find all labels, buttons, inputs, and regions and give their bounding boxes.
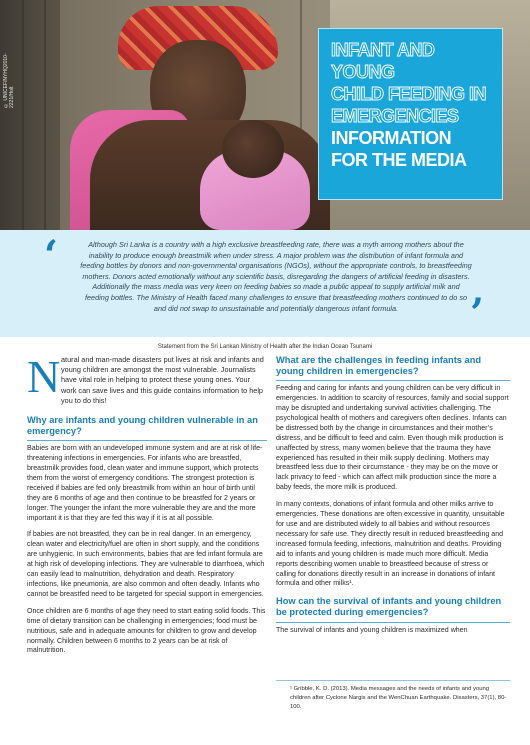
right-column [276,355,510,642]
close-quote-icon: ’ [470,290,484,337]
title-line: INFORMATION [331,128,452,148]
body-paragraph: In many contexts, donations of infant formula and other milks arrive to emergencies. These donations are often excessive in quantity, unsuitable for use and are distributed widely to all babies and without resources necessary for safe use. They directly result in reduced breastfeeding and increased formula feeding, infections, malnutrition and deaths. Providing aid to infants and young children is made much more difficult. Media reports describing women unable to breastfeed because of stress or calling for donations directly result in an increase in donations of infant formula and other milks¹. [276,501,505,588]
body-paragraph: The survival of infants and young children is maximized when [276,626,468,634]
title-line: EMERGENCIES [331,106,459,126]
heading-rule [276,622,510,623]
title-line: FOR THE MEDIA [331,150,467,170]
intro-text: atural and man-made disasters put lives at risk and infants and young children are amongst the most vulnerable. Journalists have vital role in helping to protect these young ones. Your work can save lives and this guide contains information to help you to do this! [61,355,264,405]
open-quote-icon: ‘ [44,232,58,279]
body-paragraph: Feeding and caring for infants and young children can be very difficult in emergencies. In addition to scarcity of resources, family and social support may be disrupted and undertaking survival activities challenging. The psychological health of mothers and caregivers often declines. Infants can be distressed both by the change in circumstances and their mother’s distress, and be difficult to feed and calm. Even though milk production is unaffected by stress, many women believe that the trauma they have experienced has resulted in their milk supply declining. Mothers may breastfeed less due to their circumstance - they may be on the move or lack privacy to feed - which can affect milk production since the more a baby feeds, the more milk is produced. [276,385,509,492]
body-paragraph: If babies are not breastfed, they can be in real danger. In an emergency, clean water and electricity/fuel are often in short supply, and the conditions are unhygienic. In such environments, babies that are fed infant formula are at high risk of developing infections. They are vulnerable to diarrhoea, which can easily lead to malnutrition, dehydration and death. Respiratory infections, like pneumonia, are also common and often deadly. Infants who cannot be breastfed need to be targeted for special support in emergencies. [27,531,265,598]
section-heading: Why are infants and young children vulnerable in an emergency? [27,415,258,436]
photo-door [0,0,60,230]
footnote: ¹ Gribble, K. D. (2013). Media messages and the needs of infants and young children after Cyclone Nargis and the WenChuan Earthquake. Disasters, 37(1), 80-100. [290,686,507,711]
title-line: CHILD FEEDING IN [331,84,487,104]
photo-plank [22,0,24,230]
heading-rule [276,380,510,381]
footnote-box [276,680,510,713]
section-heading: How can the survival of infants and young children be protected during emergencies? [276,596,502,617]
heading-rule [27,440,267,441]
body-paragraph: Babies are born with an undeveloped immune system and are at risk of life-threatening infections in emergencies. For infants who are breastfed, breastmilk provides food, clean water and immune support, which protects them from the worst of emergency conditions. The strongest protection is received if babies are fed only breastmilk from within an hour of birth until they are 6 months of age and then continue to be breastfed for 2 years or longer. The younger the infant the more vulnerable they are and the more important it is that they are fed this way if it is at all possible. [27,445,263,522]
photo-baby-head [222,120,284,178]
drop-cap: N [27,351,61,402]
intro-paragraph [27,351,267,407]
body-paragraph: Once children are 6 months of age they need to start eating solid foods. This time of dietary transition can be challenging in emergencies; food must be nutritious, safe and in adequate amounts for children to grow and develop normally. Children between 6 months to 2 years can be at risk of malnutrition. [27,607,266,655]
pull-quote: Although Sri Lanka is a country with a high exclusive breastfeeding rate, there was a myth among mothers about the inability to produce enough breastmilk when under stress. A major problem was the distribution of infant formula and feeding bottles by donors and non-governmental organisations (NGOs), without the appropriate controls, to breastfeeding mothers. Donors acted emotionally without any scientific basis, disregarding the dangers of artificial feeding in disasters. Additionally the mass media was very keen on feeding babies so made a public appeal to supply artificial milk and feeding bottles. The Ministry of Health faced many challenges to ensure that breastfeeding mothers continued to do so and did not swap to unsustainable and potentially dangerous infant formula. [80,240,472,313]
photo-plank [44,0,46,230]
title-box [318,28,503,200]
quote-source: Statement from the Sri Lankan Ministry of Health after the Indian Ocean Tsunami [157,344,373,350]
photo-credit: © UNICEF/NYHQ2010-2221/Holt [3,53,15,108]
title-line: INFANT AND YOUNG [331,40,435,82]
section-heading: What are the challenges in feeding infants and young children in emergencies? [276,355,482,376]
left-column [27,351,267,663]
